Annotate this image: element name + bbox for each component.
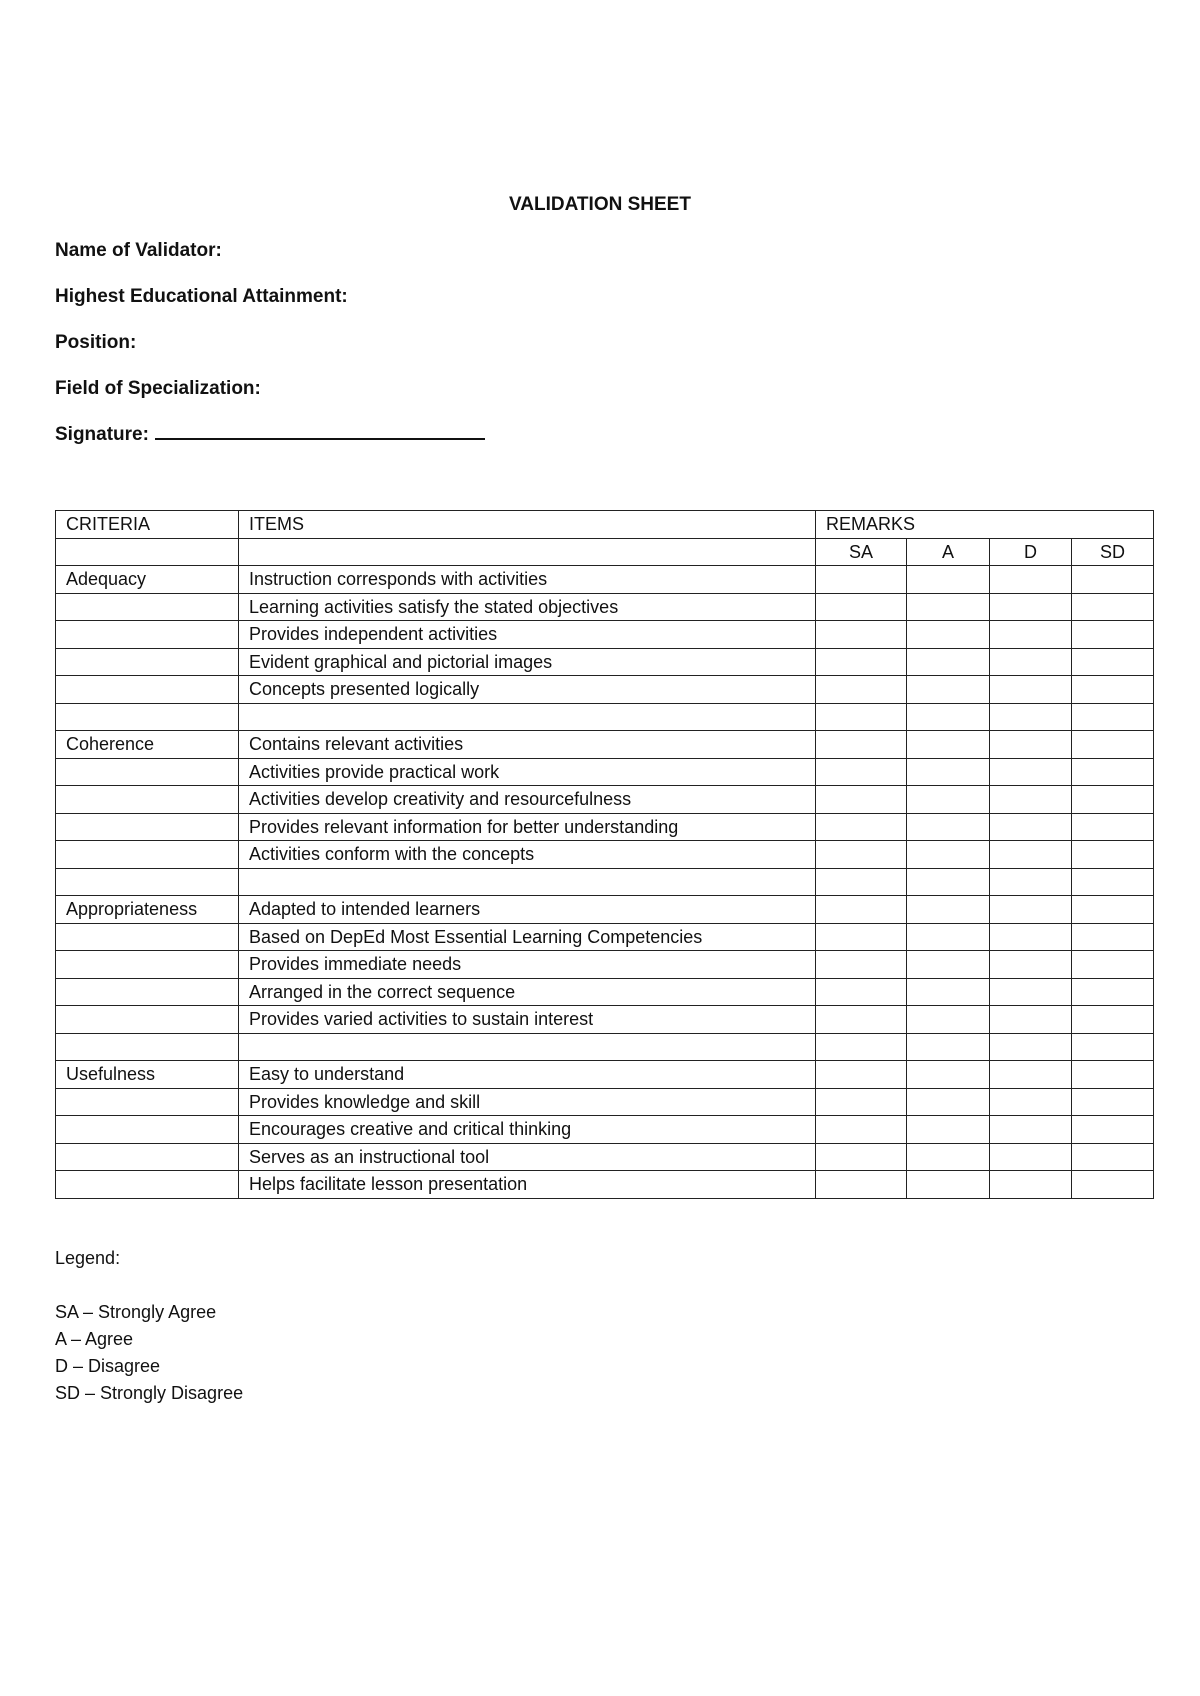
remark-cell-d[interactable] [990, 758, 1072, 786]
criteria-cell [56, 1033, 239, 1061]
table-row [56, 923, 1154, 951]
criteria-table [55, 510, 1154, 1199]
table-row [56, 703, 1154, 731]
remark-cell-sd[interactable] [1072, 1143, 1154, 1171]
remark-cell-sa[interactable] [816, 648, 907, 676]
remark-cell-sd[interactable] [1072, 566, 1154, 594]
remark-cell-sa[interactable] [816, 951, 907, 979]
table-row [56, 1171, 1154, 1199]
remark-cell-sa[interactable] [816, 868, 907, 896]
remark-cell-sa[interactable] [816, 813, 907, 841]
remark-cell-d[interactable] [990, 703, 1072, 731]
item-cell: Arranged in the correct sequence [239, 978, 816, 1006]
table-row [56, 758, 1154, 786]
table-row [56, 593, 1154, 621]
remark-cell-sd[interactable] [1072, 731, 1154, 759]
table-header-row [56, 511, 1154, 539]
remark-cell-sa[interactable] [816, 1143, 907, 1171]
legend-item-d: D – Disagree [55, 1356, 161, 1376]
remark-cell-d[interactable] [990, 1116, 1072, 1144]
item-cell: Learning activities satisfy the stated objectives [239, 593, 816, 621]
legend-item-sd: SD – Strongly Disagree [55, 1383, 244, 1403]
criteria-cell: Usefulness [56, 1061, 239, 1089]
remark-cell-d[interactable] [990, 566, 1072, 594]
item-cell: Provides relevant information for better understanding [239, 813, 816, 841]
legend-title: Legend: [55, 1248, 121, 1268]
criteria-cell: Appropriateness [56, 896, 239, 924]
remark-cell-sa[interactable] [816, 1061, 907, 1089]
remark-cell-sa[interactable] [816, 621, 907, 649]
item-cell: Activities develop creativity and resourcefulness [239, 786, 816, 814]
remark-cell-d[interactable] [990, 786, 1072, 814]
criteria-cell [56, 648, 239, 676]
remark-cell-a[interactable] [907, 1088, 990, 1116]
remark-cell-a[interactable] [907, 566, 990, 594]
remark-cell-d[interactable] [990, 676, 1072, 704]
table-row [56, 951, 1154, 979]
remark-cell-sd[interactable] [1072, 1116, 1154, 1144]
remark-cell-a[interactable] [907, 813, 990, 841]
item-cell: Provides immediate needs [239, 951, 816, 979]
remark-col-d: D [990, 538, 1072, 566]
remark-cell-d[interactable] [990, 868, 1072, 896]
remark-cell-sd[interactable] [1072, 1061, 1154, 1089]
remark-col-sd: SD [1072, 538, 1154, 566]
criteria-cell [56, 813, 239, 841]
criteria-cell [56, 786, 239, 814]
remark-cell-a[interactable] [907, 731, 990, 759]
legend [55, 1245, 243, 1407]
remark-cell-sd[interactable] [1072, 1171, 1154, 1199]
remark-cell-a[interactable] [907, 978, 990, 1006]
criteria-cell [56, 978, 239, 1006]
remark-cell-sa[interactable] [816, 703, 907, 731]
table-row [56, 676, 1154, 704]
criteria-header: CRITERIA [56, 511, 239, 539]
remark-cell-sa[interactable] [816, 1171, 907, 1199]
legend-item-a: A – Agree [55, 1329, 134, 1349]
remark-cell-sa[interactable] [816, 786, 907, 814]
remark-cell-d[interactable] [990, 1061, 1072, 1089]
table-row [56, 1088, 1154, 1116]
remark-cell-sd[interactable] [1072, 703, 1154, 731]
criteria-cell [56, 923, 239, 951]
criteria-cell: Adequacy [56, 566, 239, 594]
remark-cell-sd[interactable] [1072, 648, 1154, 676]
table-row [56, 621, 1154, 649]
remark-cell-a[interactable] [907, 951, 990, 979]
table-row [56, 566, 1154, 594]
remark-cell-a[interactable] [907, 676, 990, 704]
validator-name-field: Name of Validator: [55, 240, 222, 261]
remark-cell-sd[interactable] [1072, 978, 1154, 1006]
remark-cell-sa[interactable] [816, 1006, 907, 1034]
remark-cell-sd[interactable] [1072, 951, 1154, 979]
remark-cell-sd[interactable] [1072, 786, 1154, 814]
remark-cell-sa[interactable] [816, 923, 907, 951]
item-cell [239, 703, 816, 731]
item-cell: Encourages creative and critical thinking [239, 1116, 816, 1144]
remark-cell-sa[interactable] [816, 593, 907, 621]
criteria-cell [56, 868, 239, 896]
position-field: Position: [55, 332, 137, 353]
item-cell: Contains relevant activities [239, 731, 816, 759]
remark-cell-d[interactable] [990, 896, 1072, 924]
remark-cell-sa[interactable] [816, 758, 907, 786]
remark-cell-sd[interactable] [1072, 923, 1154, 951]
specialization-field: Field of Specialization: [55, 378, 261, 399]
item-cell: Activities provide practical work [239, 758, 816, 786]
item-cell: Provides independent activities [239, 621, 816, 649]
remark-cell-d[interactable] [990, 648, 1072, 676]
remark-cell-sa[interactable] [816, 1033, 907, 1061]
remark-cell-a[interactable] [907, 868, 990, 896]
empty-cell [56, 538, 239, 566]
table-row [56, 1061, 1154, 1089]
remark-cell-a[interactable] [907, 1171, 990, 1199]
remark-cell-sa[interactable] [816, 566, 907, 594]
remark-cell-d[interactable] [990, 951, 1072, 979]
remark-col-a: A [907, 538, 990, 566]
criteria-cell [56, 593, 239, 621]
table-row [56, 1033, 1154, 1061]
items-header: ITEMS [239, 511, 816, 539]
table-row [56, 813, 1154, 841]
remark-cell-a[interactable] [907, 1033, 990, 1061]
criteria-cell [56, 676, 239, 704]
item-cell: Evident graphical and pictorial images [239, 648, 816, 676]
remark-cell-a[interactable] [907, 593, 990, 621]
remark-cell-sd[interactable] [1072, 676, 1154, 704]
criteria-cell [56, 621, 239, 649]
item-cell: Activities conform with the concepts [239, 841, 816, 869]
remark-cell-d[interactable] [990, 731, 1072, 759]
remark-cell-d[interactable] [990, 1033, 1072, 1061]
signature-label: Signature: [55, 424, 149, 445]
remark-cell-a[interactable] [907, 758, 990, 786]
item-cell: Provides varied activities to sustain interest [239, 1006, 816, 1034]
remark-cell-sa[interactable] [816, 896, 907, 924]
remark-cell-a[interactable] [907, 703, 990, 731]
item-cell: Provides knowledge and skill [239, 1088, 816, 1116]
legend-item-sa: SA – Strongly Agree [55, 1302, 217, 1322]
page-title: VALIDATION SHEET [509, 194, 691, 215]
item-cell: Helps facilitate lesson presentation [239, 1171, 816, 1199]
remark-cell-sd[interactable] [1072, 1088, 1154, 1116]
remark-cell-sa[interactable] [816, 676, 907, 704]
remark-cell-sd[interactable] [1072, 1033, 1154, 1061]
remark-cell-sa[interactable] [816, 1088, 907, 1116]
table-row [56, 868, 1154, 896]
remark-cell-sd[interactable] [1072, 813, 1154, 841]
signature-line [155, 424, 485, 440]
remark-cell-d[interactable] [990, 621, 1072, 649]
remark-cell-a[interactable] [907, 1006, 990, 1034]
table-row [56, 648, 1154, 676]
remark-cell-sa[interactable] [816, 978, 907, 1006]
signature-field [55, 424, 485, 446]
empty-cell [239, 538, 816, 566]
item-cell: Based on DepEd Most Essential Learning Competencies [239, 923, 816, 951]
table-row [56, 841, 1154, 869]
remark-cell-sd[interactable] [1072, 896, 1154, 924]
remark-cell-sa[interactable] [816, 1116, 907, 1144]
criteria-cell [56, 703, 239, 731]
table-row [56, 1143, 1154, 1171]
education-field: Highest Educational Attainment: [55, 286, 348, 307]
table-row [56, 978, 1154, 1006]
table-row [56, 896, 1154, 924]
remark-cell-d[interactable] [990, 923, 1072, 951]
remark-cell-d[interactable] [990, 978, 1072, 1006]
remark-cell-d[interactable] [990, 813, 1072, 841]
remark-cell-sd[interactable] [1072, 841, 1154, 869]
criteria-cell: Coherence [56, 731, 239, 759]
remark-cell-a[interactable] [907, 896, 990, 924]
table-subheader-row [56, 538, 1154, 566]
remark-cell-a[interactable] [907, 1061, 990, 1089]
remark-cell-d[interactable] [990, 593, 1072, 621]
remark-cell-sd[interactable] [1072, 1006, 1154, 1034]
criteria-cell [56, 1006, 239, 1034]
table-row [56, 786, 1154, 814]
remark-cell-a[interactable] [907, 1116, 990, 1144]
item-cell: Concepts presented logically [239, 676, 816, 704]
remark-cell-a[interactable] [907, 1143, 990, 1171]
criteria-cell [56, 1116, 239, 1144]
criteria-cell [56, 1171, 239, 1199]
remark-cell-d[interactable] [990, 1171, 1072, 1199]
remarks-header: REMARKS [816, 511, 1154, 539]
remark-cell-a[interactable] [907, 648, 990, 676]
remark-cell-sd[interactable] [1072, 868, 1154, 896]
table-row [56, 1006, 1154, 1034]
item-cell [239, 868, 816, 896]
criteria-cell [56, 951, 239, 979]
table-row [56, 731, 1154, 759]
remark-cell-sd[interactable] [1072, 758, 1154, 786]
remark-cell-a[interactable] [907, 841, 990, 869]
remark-cell-sd[interactable] [1072, 593, 1154, 621]
criteria-cell [56, 1088, 239, 1116]
remark-cell-a[interactable] [907, 786, 990, 814]
remark-cell-d[interactable] [990, 841, 1072, 869]
remark-cell-a[interactable] [907, 621, 990, 649]
item-cell: Serves as an instructional tool [239, 1143, 816, 1171]
item-cell [239, 1033, 816, 1061]
remark-cell-d[interactable] [990, 1006, 1072, 1034]
remark-cell-d[interactable] [990, 1088, 1072, 1116]
table-row [56, 1116, 1154, 1144]
remark-cell-sa[interactable] [816, 841, 907, 869]
criteria-cell [56, 841, 239, 869]
criteria-cell [56, 758, 239, 786]
item-cell: Easy to understand [239, 1061, 816, 1089]
item-cell: Adapted to intended learners [239, 896, 816, 924]
remark-cell-d[interactable] [990, 1143, 1072, 1171]
remark-cell-sd[interactable] [1072, 621, 1154, 649]
remark-cell-a[interactable] [907, 923, 990, 951]
item-cell: Instruction corresponds with activities [239, 566, 816, 594]
remark-col-sa: SA [816, 538, 907, 566]
criteria-cell [56, 1143, 239, 1171]
remark-cell-sa[interactable] [816, 731, 907, 759]
